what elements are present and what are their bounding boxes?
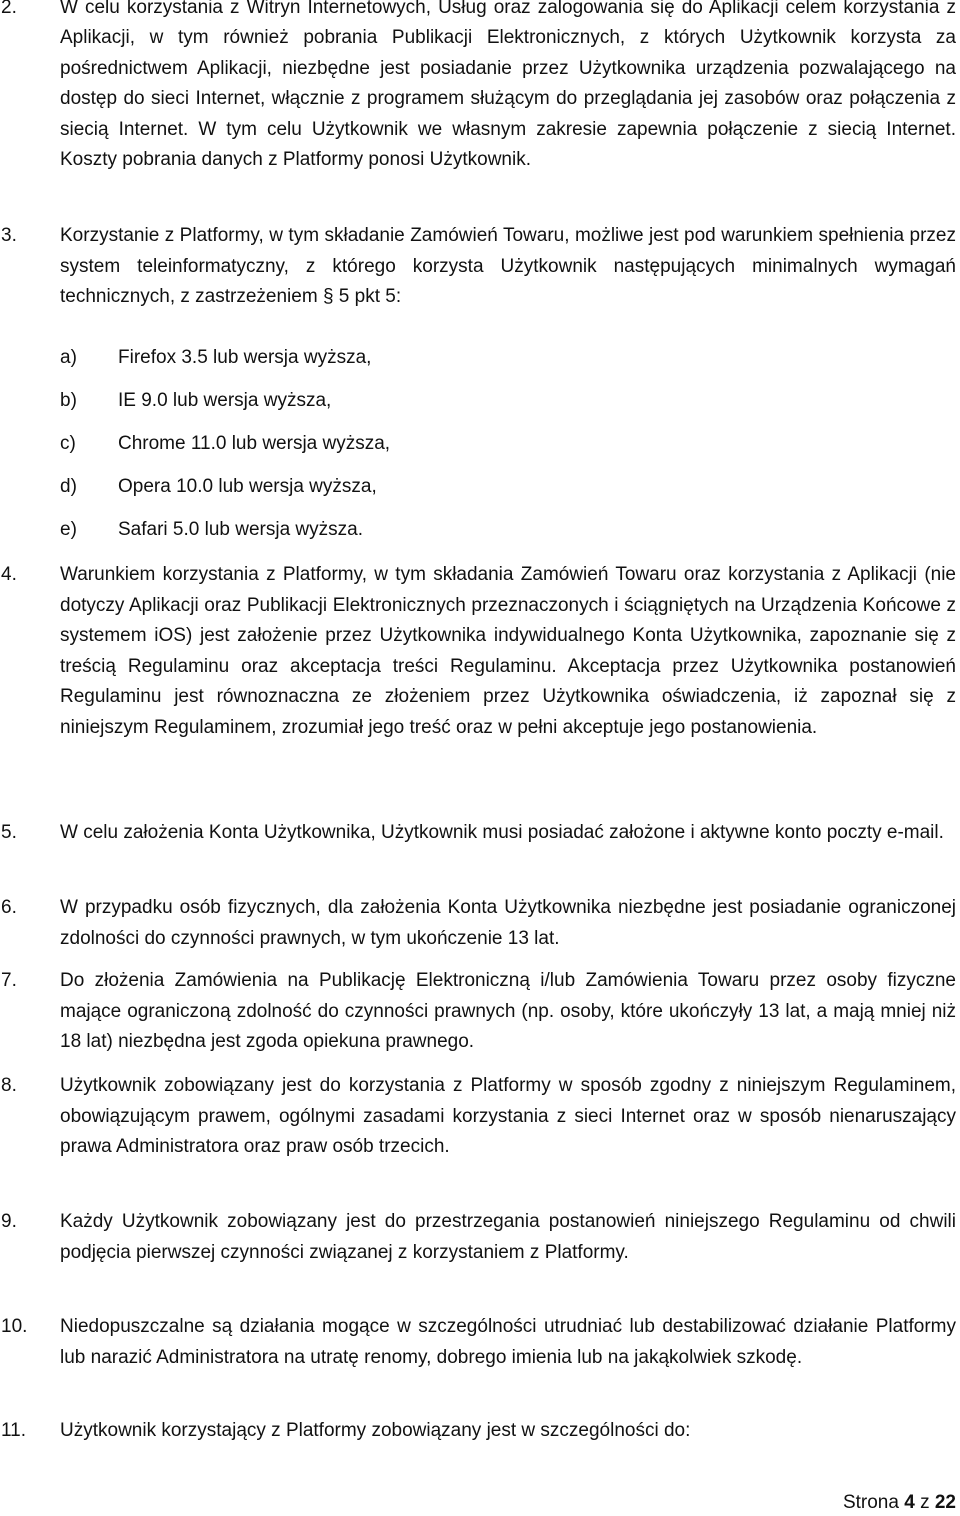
clause-number: 5. — [1, 822, 17, 843]
clause-number: 2. — [1, 0, 17, 18]
page-number: 4 — [904, 1492, 915, 1513]
clause-number: 6. — [1, 897, 17, 918]
clause-9 — [0, 1207, 958, 1268]
clause-text: Użytkownik korzystający z Platformy zobowiązany jest w szczególności do: — [60, 1420, 691, 1441]
clause-4 — [0, 560, 958, 744]
page-footer — [843, 1490, 956, 1516]
list-item-text: Chrome 11.0 lub wersja wyższa, — [118, 433, 391, 454]
clause-number: 7. — [1, 970, 17, 991]
clause-text: Każdy Użytkownik zobowiązany jest do przestrzegania postanowień niniejszego Regulaminu od chwili podjęcia pierwszej czynności związanej z korzystaniem z Platformy. — [60, 1211, 956, 1263]
clause-text: W celu korzystania z Witryn Internetowych, Usług oraz zalogowania się do Aplikacji celem korzystania z Aplikacji, w tym również pobrania Publikacji Elektronicznych, z których Użytkownik korzysta za pośrednictwem Aplikacji, niezbędne jest posiadanie przez Użytkownika urządzenia pozwalającego na dostęp do sieci Internet, włącznie z programem służącym do przeglądania jej zasobów oraz połączenia z siecią Internet. W tym celu Użytkownik we własnym zakresie zapewnia połączenie z siecią Internet. Koszty pobrania danych z Platformy ponosi Użytkownik. — [60, 0, 956, 171]
clause-number: 9. — [1, 1211, 17, 1232]
clause-7 — [0, 966, 958, 1058]
page-label: Strona — [842, 1492, 899, 1513]
list-item-text: Opera 10.0 lub wersja wyższa, — [118, 476, 377, 497]
clause-number: 4. — [1, 564, 17, 585]
list-item-text: IE 9.0 lub wersja wyższa, — [118, 390, 332, 411]
clause-text: Korzystanie z Platformy, w tym składanie Zamówień Towaru, możliwe jest pod warunkiem spełnienia przez system teleinformatyczny, z którego korzysta Użytkownik następujących minimalnych wymagań technicznych, z zastrzeżeniem § 5 pkt 5: — [60, 225, 956, 308]
clause-text: Niedopuszczalne są działania mogące w szczególności utrudniać lub destabilizować działanie Platformy lub narazić Administratora na utratę renomy, dobrego imienia lub na jakąkolwiek szkodę. — [60, 1316, 956, 1368]
clause-10 — [0, 1312, 958, 1373]
clause-5 — [0, 818, 958, 849]
list-item-letter: d) — [60, 476, 77, 497]
list-item-letter: b) — [60, 390, 77, 411]
clause-2 — [0, 0, 958, 175]
list-item-letter: e) — [60, 519, 77, 540]
clause-text: W przypadku osób fizycznych, dla założenia Konta Użytkownika niezbędne jest posiadanie ograniczonej zdolności do czynności prawnych, w tym ukończenie 13 lat. — [60, 897, 956, 949]
clause-8 — [0, 1071, 958, 1163]
clause-number: 3. — [1, 225, 17, 246]
list-item-letter: c) — [60, 433, 76, 454]
list-item-letter: a) — [60, 347, 77, 368]
list-item-text: Firefox 3.5 lub wersja wyższa, — [118, 347, 372, 368]
clause-11 — [0, 1416, 958, 1447]
page-total: 22 — [934, 1492, 956, 1513]
clause-6 — [0, 893, 958, 954]
clause-3 — [0, 221, 958, 313]
clause-text: Warunkiem korzystania z Platformy, w tym składania Zamówień Towaru oraz korzystania z Aplikacji (nie dotyczy Aplikacji oraz Publikacji Elektronicznych przeznaczonych i ściągniętych na Urządzenia Końcowe z systemem iOS) jest założenie przez Użytkownika indywidualnego Konta Użytkownika, zapoznanie się z treścią Regulaminu oraz akceptacja treści Regulaminu. Akceptacja przez Użytkownika postanowień Regulaminu jest równoznaczna ze złożeniem przez Użytkownika oświadczenia, iż zapoznał się z niniejszym Regulaminem, zrozumiał jego treść oraz w pełni akceptuje jego postanowienia. — [60, 564, 956, 738]
page-separator: z — [920, 1492, 930, 1513]
clause-text: Do złożenia Zamówienia na Publikację Elektroniczną i/lub Zamówienia Towaru przez osoby fizyczne mające ograniczoną zdolność do czynności prawnych (np. osoby, które ukończyły 13 lat, a mają mniej niż 18 lat) niezbędna jest zgoda opiekuna prawnego. — [60, 970, 956, 1053]
clause-number: 8. — [1, 1075, 17, 1096]
clause-number: 10. — [1, 1316, 28, 1337]
list-item-text: Safari 5.0 lub wersja wyższa. — [118, 519, 363, 540]
clause-number: 11. — [1, 1420, 27, 1441]
clause-text: W celu założenia Konta Użytkownika, Użytkownik musi posiadać założone i aktywne konto poczty e-mail. — [60, 822, 944, 843]
clause-text: Użytkownik zobowiązany jest do korzystania z Platformy w sposób zgodny z niniejszym Regulaminem, obowiązującym prawem, ogólnymi zasadami korzystania z sieci Internet oraz w sposób nienaruszający prawa Administratora oraz praw osób trzecich. — [60, 1075, 956, 1158]
